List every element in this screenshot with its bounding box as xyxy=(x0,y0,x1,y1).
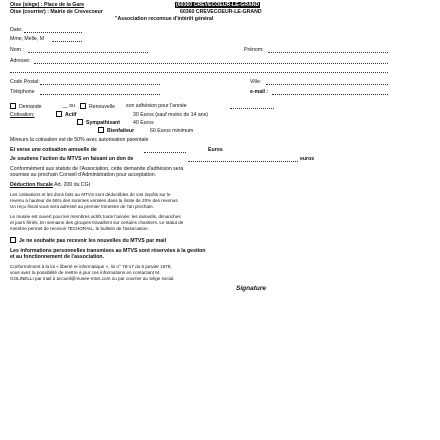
option-actif-price: 30 Euros (sauf moins de 14 ans) xyxy=(133,112,208,118)
bienfaiteur-checkbox[interactable] xyxy=(98,127,104,133)
cotisation-label: Cotisation: xyxy=(10,112,35,118)
header-siege-city: (60360 CREVECOEUR-LE-GRAND xyxy=(176,2,260,8)
cnil-line-1: Conformément à la loi « liberté et informatique », loi n° 78-17 du 6 janvier 1978, xyxy=(10,264,172,269)
actif-checkbox[interactable] xyxy=(56,111,62,117)
deduction-title: Déduction fiscale xyxy=(10,182,53,188)
statuts-line-2: soumise au prochain Conseil d'Administration pour acceptation. xyxy=(10,172,157,178)
adresse-label: Adresse: xyxy=(10,58,31,64)
header-line-1 xyxy=(10,2,260,8)
renouvelle-checkbox[interactable] xyxy=(80,103,86,109)
don-amount-field[interactable] xyxy=(188,161,298,162)
telephone-field[interactable] xyxy=(40,94,160,95)
musee-line-2: et jours fériés. En semaine des groupes travaillent sur certains chantiers. Le statut de xyxy=(10,220,184,225)
date-field[interactable] xyxy=(24,32,82,33)
ville-label: Ville: xyxy=(250,79,262,85)
cp-label: Code Postal: xyxy=(10,79,40,85)
cnil-line-2: vous avez la possibilité de mettre à jour ces informations en contactant M. xyxy=(10,270,161,275)
header-subtitle: "Association reconnue d'intérêt général xyxy=(115,16,214,22)
option-bienfaiteur-price: 60 Euros minimum xyxy=(150,128,194,134)
nom-field[interactable] xyxy=(28,52,148,53)
date-label: Date: xyxy=(10,27,23,33)
civility-label: Mme, Melle, M xyxy=(10,36,45,42)
renouvelle-label: Renouvelle xyxy=(89,104,115,110)
statuts-line-1: Conformément aux statuts de l'Association, cette demande d'adhésion sera xyxy=(10,166,184,172)
option-sympathisant-price: 40 Euros xyxy=(133,120,154,126)
mineurs-text: Mineurs la cotisation est de 50% avec autorisation parentale xyxy=(10,137,149,143)
option-bienfaiteur: Bienfaiteur xyxy=(98,127,134,134)
header-courrier: Oise (courrier) : Mairie de Crevecoeur xyxy=(10,9,103,15)
option-sympathisant: Sympathisant xyxy=(77,119,120,126)
fiscal-line-2: revenu à hauteur de 66% des sommes versées dans la limite de 20% des revenus. xyxy=(10,198,179,203)
ou-label: __ ou xyxy=(62,103,75,109)
soutiens-label: Je soutiens l'action du MTVS en faisant un don de xyxy=(10,156,134,162)
header-courrier-city: 60360 CREVECOEUR-LE-GRAND xyxy=(180,9,262,15)
no-news-label: Je ne souhaite pas recevoir les nouvelles du MTVS par mail xyxy=(19,238,167,244)
no-news-row xyxy=(10,237,166,244)
annee-field[interactable] xyxy=(230,108,274,109)
sympathisant-checkbox[interactable] xyxy=(77,119,83,125)
verse-label: Et verse une cotisation annuelle de xyxy=(10,147,97,153)
email-field[interactable] xyxy=(272,94,388,95)
demande-row xyxy=(10,103,187,110)
perso-line-1: Les informations personnelles transmises au MTVS sont réservées à la gestion xyxy=(10,248,206,254)
option-actif: Actif xyxy=(56,111,77,118)
fiscal-line-1: Les cotisations et les dons faits au MTVS sont déductibles de vos impôts sur le xyxy=(10,192,171,197)
adresse-field[interactable] xyxy=(34,63,388,64)
ville-field[interactable] xyxy=(266,84,388,85)
verse-unit: Euros xyxy=(208,147,223,153)
signature-area[interactable] xyxy=(200,296,320,332)
email-label: e-mail : xyxy=(250,89,269,95)
soutiens-unit: euros xyxy=(300,156,315,162)
no-news-checkbox[interactable] xyxy=(10,237,16,243)
verse-amount-field[interactable] xyxy=(144,152,186,153)
civility-field[interactable] xyxy=(52,41,82,42)
prenom-label: Prénom: xyxy=(244,47,264,53)
prenom-field[interactable] xyxy=(268,52,388,53)
cp-field[interactable] xyxy=(40,84,160,85)
musee-line-3: membre permet de recevoir l'ECHORAIL, le bulletin de l'association. xyxy=(10,226,149,231)
adhesion-text: son adhésion pour l'année xyxy=(126,103,187,109)
deduction-ref: Art. 200 du CGI xyxy=(54,182,91,188)
demande-label: Demande xyxy=(19,104,42,110)
header-siege: Oise (siège) : Place de la Gare xyxy=(10,2,85,8)
fiscal-line-3: Un reçu fiscal vous sera adressé au premier trimestre de l'an prochain. xyxy=(10,204,154,209)
musee-line-1: Le musée est ouvert pour les membres actifs toute l'année: les samedis, dimanches xyxy=(10,214,181,219)
deduction-row xyxy=(10,182,90,188)
adresse-field-2[interactable] xyxy=(10,72,388,73)
nom-label: Nom : xyxy=(10,47,24,53)
cnil-line-3: GOLINELLI par mail à accueil@musee-mtvs.com ou par courrier au siège social. xyxy=(10,276,175,281)
header-line-2 xyxy=(10,9,262,15)
demande-checkbox[interactable] xyxy=(10,103,16,109)
perso-line-2: et au fonctionnement de l'association. xyxy=(10,254,105,260)
telephone-label: Téléphone xyxy=(10,89,35,95)
signature-label: Signature xyxy=(236,285,266,292)
